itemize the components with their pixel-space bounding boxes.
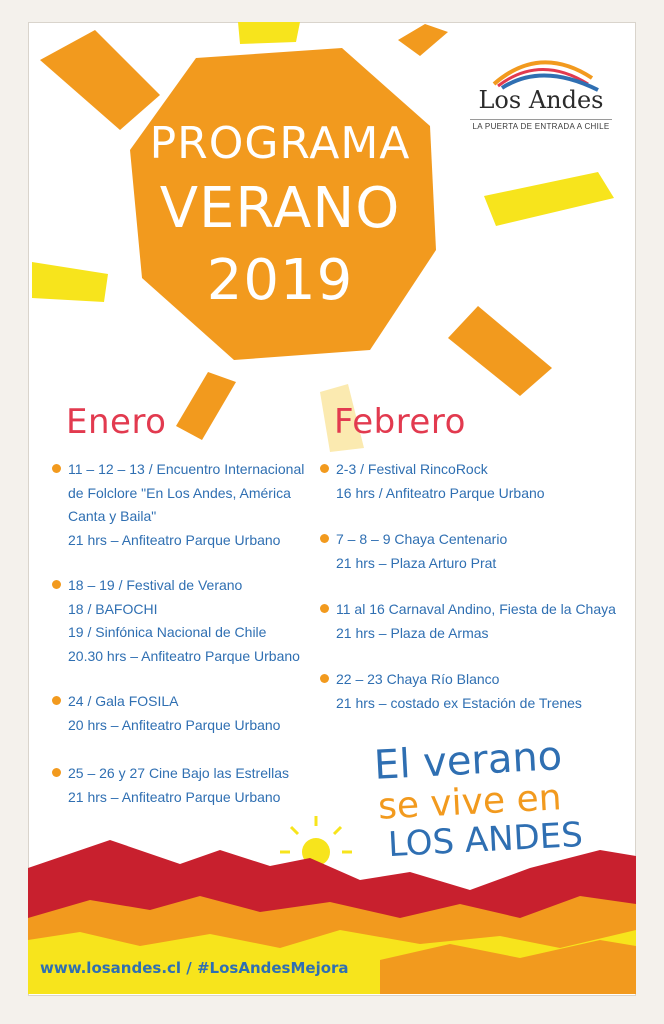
bullet-icon [320, 604, 329, 613]
event-line: 25 – 26 y 27 Cine Bajo las Estrellas [68, 765, 290, 781]
event-line: 21 hrs – Plaza de Armas [336, 624, 489, 641]
enero-event-list-4 [52, 762, 289, 809]
event-line: 18 – 19 / Festival de Verano [68, 577, 243, 593]
event-line: 11 al 16 Carnaval Andino, Fiesta de la Chaya [336, 601, 616, 617]
event-item [52, 574, 300, 668]
bullet-icon [52, 696, 61, 705]
event-line: 11 – 12 – 13 / Encuentro Internacional [68, 461, 305, 477]
event-item [320, 598, 616, 645]
event-line: 21 hrs – Anfiteatro Parque Urbano [68, 531, 281, 548]
footer-website-hashtag: www.losandes.cl / #LosAndesMejora [40, 959, 349, 977]
event-line: 22 – 23 Chaya Río Blanco [336, 671, 500, 687]
febrero-event-list [320, 458, 545, 505]
sun-ray [238, 22, 300, 44]
slogan-line-2: se vive en [377, 777, 563, 828]
bullet-icon [52, 464, 61, 473]
event-line: 16 hrs / Anfiteatro Parque Urbano [336, 484, 545, 501]
logo-tagline: LA PUERTA DE ENTRADA A CHILE [472, 122, 610, 131]
slogan-line-1: El verano [372, 733, 564, 789]
event-line: 18 / BAFOCHI [68, 600, 158, 617]
event-line: 21 hrs – Anfiteatro Parque Urbano [68, 788, 281, 805]
event-line: 21 hrs – costado ex Estación de Trenes [336, 694, 582, 711]
sun-ray [484, 172, 614, 226]
event-item [320, 528, 507, 575]
logo-divider [470, 119, 612, 120]
title-verano: VERANO [159, 176, 401, 241]
bullet-icon [320, 464, 329, 473]
sun-ray [448, 306, 552, 396]
sun-ray [176, 372, 236, 440]
event-line: 21 hrs – Plaza Arturo Prat [336, 554, 497, 571]
event-line: 2-3 / Festival RincoRock [336, 461, 488, 477]
febrero-event-list-3 [320, 598, 616, 645]
enero-event-list-2 [52, 574, 300, 668]
event-line: 20.30 hrs – Anfiteatro Parque Urbano [68, 647, 300, 664]
title-year: 2019 [206, 248, 354, 313]
bullet-icon [320, 674, 329, 683]
event-item [320, 458, 545, 505]
event-item [52, 690, 280, 737]
event-line: de Folclore "En Los Andes, América [68, 484, 291, 501]
enero-event-list [52, 458, 304, 552]
logo-name: Los Andes [478, 86, 604, 114]
month-title-enero: Enero [66, 402, 167, 442]
event-item [52, 762, 289, 809]
event-line: 19 / Sinfónica Nacional de Chile [68, 624, 267, 640]
event-item [52, 458, 304, 552]
event-line: 24 / Gala FOSILA [68, 693, 179, 709]
slogan-line-3: LOS ANDES [387, 814, 584, 866]
bullet-icon [52, 580, 61, 589]
sun-ray [32, 262, 108, 302]
sun-ray [40, 30, 160, 130]
title-programa: PROGRAMA [149, 118, 411, 169]
event-line: Canta y Baila" [68, 508, 157, 524]
enero-event-list-3 [52, 690, 280, 737]
bullet-icon [320, 534, 329, 543]
event-item [320, 668, 582, 715]
event-line: 7 – 8 – 9 Chaya Centenario [336, 531, 508, 547]
sun-ray [398, 24, 448, 56]
febrero-event-list-2 [320, 528, 507, 575]
month-title-febrero: Febrero [334, 402, 466, 442]
bullet-icon [52, 768, 61, 777]
event-line: 20 hrs – Anfiteatro Parque Urbano [68, 716, 281, 733]
febrero-event-list-4 [320, 668, 582, 715]
